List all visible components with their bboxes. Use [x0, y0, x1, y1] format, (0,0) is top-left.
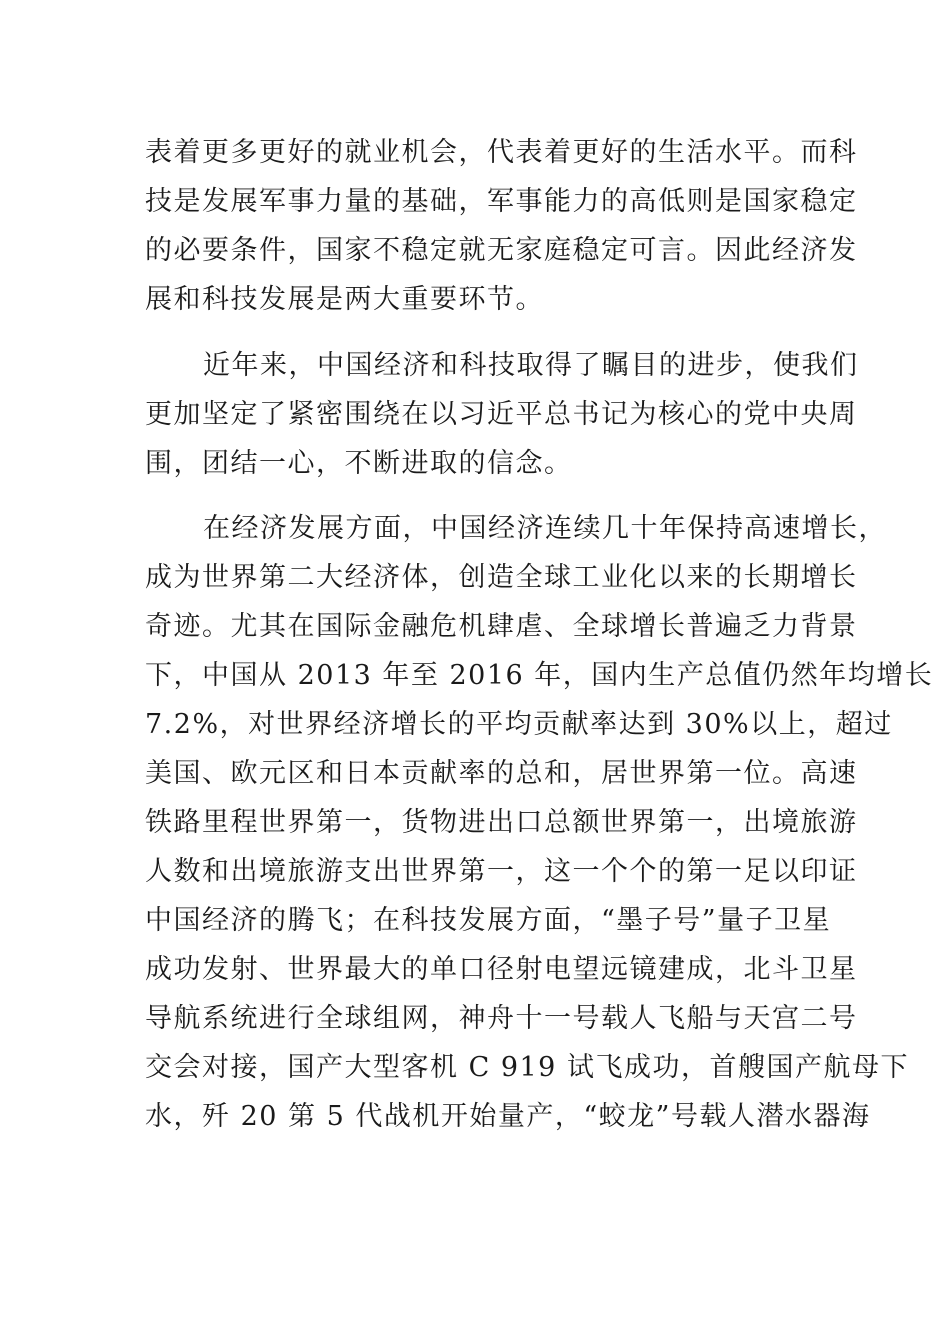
- text-line: 美国、欧元区和日本贡献率的总和，居世界第一位。高速: [145, 758, 858, 789]
- text-line: 导航系统进行全球组网，神舟十一号载人飞船与天宫二号: [145, 1003, 858, 1034]
- text-line: 表着更多更好的就业机会，代表着更好的生活水平。而科: [145, 137, 858, 168]
- text-line: 奇迹。尤其在国际金融危机肆虐、全球增长普遍乏力背景: [145, 611, 858, 642]
- text-line: 水，歼 20 第 5 代战机开始量产，“蛟龙”号载人潜水器海: [145, 1101, 871, 1132]
- text-line: 近年来，中国经济和科技取得了瞩目的进步，使我们: [203, 350, 859, 381]
- text-line: 下，中国从 2013 年至 2016 年，国内生产总值仍然年均增长: [145, 660, 934, 691]
- text-line: 交会对接，国产大型客机 C 919 试飞成功，首艘国产航母下: [145, 1052, 909, 1083]
- text-line: 7.2%，对世界经济增长的平均贡献率达到 30%以上，超过: [145, 709, 893, 740]
- text-line: 围，团结一心，不断进取的信念。: [145, 448, 573, 479]
- text-line: 中国经济的腾飞；在科技发展方面，“墨子号”量子卫星: [145, 905, 832, 936]
- text-line: 技是发展军事力量的基础，军事能力的高低则是国家稳定: [145, 186, 858, 217]
- text-line: 更加坚定了紧密围绕在以习近平总书记为核心的党中央周: [145, 399, 858, 430]
- text-line: 的必要条件，国家不稳定就无家庭稳定可言。因此经济发: [145, 235, 858, 266]
- text-line: 铁路里程世界第一，货物进出口总额世界第一，出境旅游: [145, 807, 858, 838]
- text-line: 人数和出境旅游支出世界第一，这一个个的第一足以印证: [145, 856, 858, 887]
- text-line: 展和科技发展是两大重要环节。: [145, 284, 544, 315]
- text-line: 成功发射、世界最大的单口径射电望远镜建成，北斗卫星: [145, 954, 858, 985]
- text-line: 在经济发展方面，中国经济连续几十年保持高速增长，: [203, 513, 887, 544]
- text-line: 成为世界第二大经济体，创造全球工业化以来的长期增长: [145, 562, 858, 593]
